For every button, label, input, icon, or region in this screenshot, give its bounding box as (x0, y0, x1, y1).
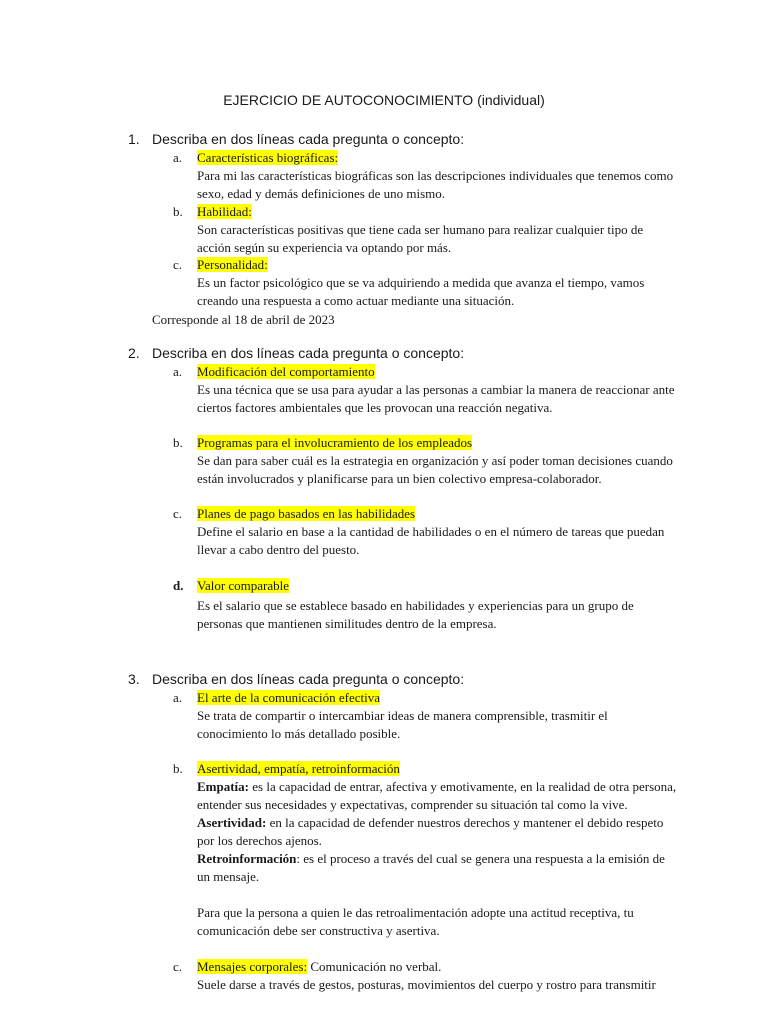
item-heading: Planes de pago basados en las habilidades (197, 506, 416, 521)
item-3a-text: Se trata de compartir o intercambiar ideas de manera comprensible, trasmitir el conocimiento lo más detallado posible. (197, 708, 608, 741)
item-3b-heading (173, 760, 400, 778)
item-3a-heading (173, 689, 380, 707)
definition-text: en la capacidad de defender nuestros derechos y mantener el debido respeto por los derechos ajenos. (197, 815, 664, 848)
item-letter: a. (173, 150, 183, 165)
section-number: 2. (128, 345, 140, 361)
item-2c-text: Define el salario en base a la cantidad de habilidades o en el número de tareas que puedan llevar a cabo dentro del puesto. (197, 524, 665, 557)
section-prompt: Describa en dos líneas cada pregunta o concepto: (152, 671, 465, 687)
item-1a-text: Para mi las características biográficas son las descripciones individuales que tenemos como sexo, edad y demás definiciones de uno mismo. (197, 168, 674, 201)
item-1c-heading (173, 256, 268, 274)
section-prompt: Describa en dos líneas cada pregunta o concepto: (152, 345, 465, 361)
item-2d-text: Es el salario que se establece basado en habilidades y experiencias para un grupo de personas que mantienen similitudes dentro de la empresa. (197, 598, 634, 631)
item-heading: Valor comparable (197, 578, 290, 593)
item-2b-text: Se dan para saber cuál es la estrategia en organización y así poder toman decisiones cuando están involucrados y planificarse para un bien colectivo empresa-colaborador. (197, 453, 673, 486)
section-1-question (128, 131, 464, 147)
definition-text: : es el proceso a través del cual se genera una respuesta a la emisión de un mensaje. (197, 851, 665, 884)
section-prompt: Describa en dos líneas cada pregunta o concepto: (152, 131, 465, 147)
section-number: 1. (128, 131, 140, 147)
item-2b-heading (173, 434, 472, 452)
item-heading: Personalidad: (197, 257, 268, 272)
item-letter: b. (173, 435, 183, 450)
section-2-question (128, 345, 464, 361)
item-heading: Programas para el involucramiento de los empleados (197, 435, 473, 450)
item-letter: a. (173, 364, 183, 379)
item-3c-text: Suele darse a través de gestos, posturas, movimientos del cuerpo y rostro para transmitir (197, 977, 656, 992)
item-1a-heading (173, 149, 338, 167)
item-letter: b. (173, 204, 183, 219)
item-letter: c. (173, 257, 183, 272)
section-number: 3. (128, 671, 140, 687)
definition-term: Asertividad: (197, 815, 267, 830)
item-heading-suffix: Comunicación no verbal. (307, 959, 442, 974)
item-letter: c. (173, 506, 183, 521)
item-1b-text: Son características positivas que tiene cada ser humano para realizar cualquier tipo de acción según su experiencia va optando por más. (197, 222, 644, 255)
definition-term: Retroinformación (197, 851, 297, 866)
item-heading: Mensajes corporales: (197, 959, 308, 974)
item-1c-text: Es un factor psicológico que se va adquiriendo a medida que avanza el tiempo, vamos creando una respuesta a como actuar mediante una situación. (197, 275, 645, 308)
item-2a-text: Es una técnica que se usa para ayudar a las personas a cambiar la manera de reaccionar ante ciertos factores ambientales que les provocan una reacción negativa. (197, 382, 675, 415)
definition-empatia (197, 778, 677, 814)
section-3-question (128, 671, 464, 687)
item-heading: Habilidad: (197, 204, 252, 219)
item-1b-heading (173, 203, 252, 221)
item-heading: Características biográficas: (197, 150, 339, 165)
item-letter: a. (173, 690, 183, 705)
item-2a-heading (173, 363, 375, 381)
item-2c-heading (173, 505, 415, 523)
item-heading: El arte de la comunicación efectiva (197, 690, 380, 705)
definition-asertividad (197, 814, 677, 850)
definition-text: es la capacidad de entrar, afectiva y emotivamente, en la realidad de otra persona, entender sus necesidades y expectativas, comprender su situación tal como la vive. (197, 779, 677, 812)
item-2d-heading (173, 577, 289, 595)
item-heading: Asertividad, empatía, retroinformación (197, 761, 400, 776)
item-letter: b. (173, 761, 183, 776)
document-title: EJERCICIO DE AUTOCONOCIMIENTO (individual) (223, 92, 545, 108)
definition-term: Empatía: (197, 779, 249, 794)
item-3b-paragraph: Para que la persona a quien le das retroalimentación adopte una actitud receptiva, tu comunicación debe ser constructiva y asertiva. (197, 905, 634, 938)
item-letter: c. (173, 959, 183, 974)
definition-retroinformacion (197, 850, 677, 886)
item-heading: Modificación del comportamiento (197, 364, 375, 379)
section-1-note: Corresponde al 18 de abril de 2023 (152, 312, 335, 327)
item-3c-heading (173, 958, 441, 976)
item-letter: d. (173, 578, 184, 593)
